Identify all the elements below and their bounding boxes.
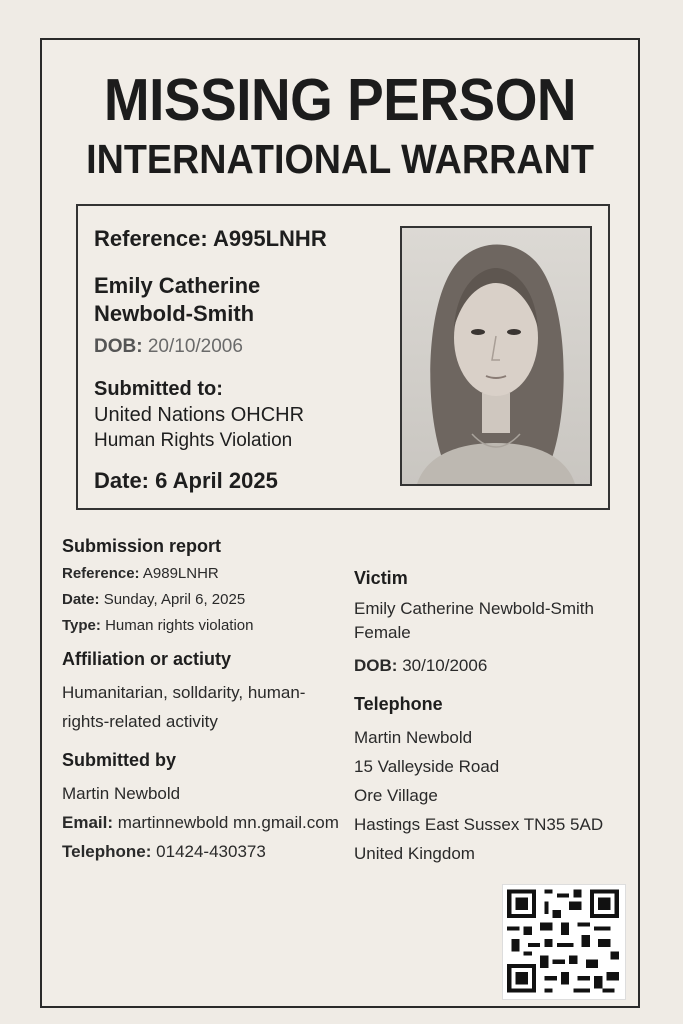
victim-gender: Female bbox=[354, 623, 411, 642]
report-date-label: Date: bbox=[62, 591, 100, 608]
poster-title: MISSING PERSON bbox=[103, 67, 577, 133]
dob-label: DOB: bbox=[94, 336, 143, 357]
poster-subtitle: INTERNATIONAL WARRANT bbox=[86, 136, 594, 182]
victim-name: Emily Catherine Newbold-Smith bbox=[354, 599, 594, 618]
warrant-reference: Reference: A995LNHR bbox=[94, 226, 327, 251]
address-line3: Hastings East Sussex TN35 5AD bbox=[354, 815, 604, 834]
report-reference-label: Reference: bbox=[62, 565, 140, 582]
submitted-to-block bbox=[94, 376, 384, 454]
report-type bbox=[62, 617, 362, 635]
report-date-value: Sunday, April 6, 2025 bbox=[103, 591, 246, 608]
email-value: martinnewbold mn.gmail.com bbox=[117, 813, 339, 832]
submitted-by-heading: Submitted by bbox=[62, 750, 177, 770]
warrant-poster bbox=[40, 38, 640, 1008]
person-name-line2: Newbold-Smith bbox=[94, 301, 255, 326]
identity-details bbox=[94, 222, 384, 494]
identity-box bbox=[76, 204, 610, 510]
affiliation-heading: Affiliation or actiuty bbox=[62, 649, 232, 669]
report-date bbox=[62, 591, 362, 609]
submitted-to-org: United Nations OHCHR bbox=[94, 404, 305, 426]
report-type-label: Type: bbox=[62, 617, 101, 634]
affiliation-line2: rights-related activity bbox=[62, 712, 218, 731]
submitted-to-type: Human Rights Violation bbox=[94, 430, 293, 451]
victim-dob bbox=[354, 651, 634, 680]
email-label: Email: bbox=[62, 813, 114, 832]
submission-report bbox=[62, 536, 362, 866]
report-type-value: Human rights violation bbox=[105, 617, 254, 634]
affiliation-line1: Humanitarian, solldarity, human- bbox=[62, 683, 306, 702]
address-line1: 15 Valleyside Road bbox=[354, 757, 500, 776]
victim-dob-value: 30/10/2006 bbox=[402, 656, 488, 675]
telephone-heading: Telephone bbox=[354, 694, 443, 714]
dob-value: 20/10/2006 bbox=[147, 336, 243, 357]
submitted-to-label: Submitted to: bbox=[94, 378, 223, 400]
report-reference bbox=[62, 565, 362, 583]
telephone-value: 01424-430373 bbox=[156, 842, 266, 861]
submitter-telephone bbox=[62, 837, 362, 866]
submission-report-heading: Submission report bbox=[62, 536, 222, 556]
person-dob bbox=[94, 336, 384, 358]
address-line2: Ore Village bbox=[354, 786, 438, 805]
report-reference-value: A989LNHR bbox=[142, 565, 219, 582]
warrant-date: Date: 6 April 2025 bbox=[94, 468, 278, 493]
qr-code[interactable] bbox=[502, 884, 626, 1000]
person-name-line1: Emily Catherine bbox=[94, 273, 261, 298]
contact-name: Martin Newbold bbox=[354, 728, 473, 747]
submitter-email bbox=[62, 808, 362, 837]
victim-details bbox=[354, 568, 634, 868]
address-line4: United Kingdom bbox=[354, 844, 475, 863]
victim-heading: Victim bbox=[354, 568, 408, 588]
submitted-by-name: Martin Newbold bbox=[62, 784, 181, 803]
telephone-label: Telephone: bbox=[62, 842, 152, 861]
victim-dob-label: DOB: bbox=[354, 656, 398, 675]
person-photo bbox=[400, 226, 592, 486]
